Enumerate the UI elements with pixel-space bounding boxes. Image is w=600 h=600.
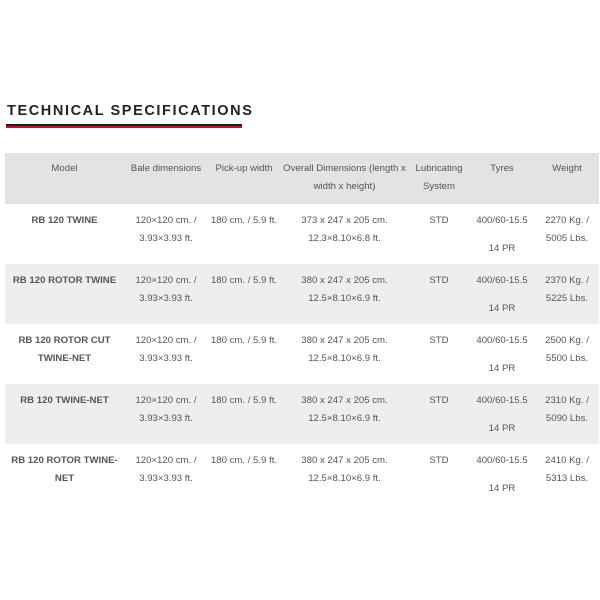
weight-cell: 2500 Kg. / 5500 Lbs. bbox=[545, 335, 589, 364]
model-cell: RB 120 ROTOR CUT TWINE-NET bbox=[18, 335, 111, 364]
overall-dimensions-cell: 380 x 247 x 205 cm. 12.5×8.10×6.9 ft. bbox=[301, 275, 388, 304]
table-row bbox=[5, 204, 599, 264]
lubricating-system-cell: STD bbox=[429, 395, 449, 406]
pickup-width-cell: 180 cm. / 5.9 ft. bbox=[210, 215, 278, 226]
lubricating-system-cell: STD bbox=[429, 335, 449, 346]
model-cell: RB 120 TWINE bbox=[31, 215, 98, 226]
column-header-lubricating-system: Lubricating System bbox=[415, 163, 463, 192]
bale-dimensions-cell: 120×120 cm. / 3.93×3.93 ft. bbox=[135, 335, 197, 364]
overall-dimensions-cell: 380 x 247 x 205 cm. 12.5×8.10×6.9 ft. bbox=[301, 335, 388, 364]
weight-cell: 2410 Kg. / 5313 Lbs. bbox=[545, 455, 589, 484]
model-cell: RB 120 TWINE-NET bbox=[20, 395, 109, 406]
table-row bbox=[5, 264, 599, 324]
tyre-ply-rating: 14 PR bbox=[488, 423, 516, 434]
specifications-table bbox=[5, 153, 599, 504]
tyres-cell bbox=[469, 324, 535, 384]
tyres-cell bbox=[469, 384, 535, 444]
table-row bbox=[5, 384, 599, 444]
overall-dimensions-cell: 373 x 247 x 205 cm. 12.3×8.10×6.8 ft. bbox=[301, 215, 388, 244]
tyre-ply-rating: 14 PR bbox=[488, 363, 516, 374]
tyre-ply-rating: 14 PR bbox=[488, 303, 516, 314]
weight-cell: 2370 Kg. / 5225 Lbs. bbox=[545, 275, 589, 304]
table-row bbox=[5, 444, 599, 504]
tyres-cell bbox=[469, 204, 535, 264]
tyre-size: 400/60-15.5 bbox=[476, 275, 528, 286]
table-row bbox=[5, 324, 599, 384]
tyres-cell bbox=[469, 444, 535, 504]
column-header-model: Model bbox=[51, 163, 78, 174]
bale-dimensions-cell: 120×120 cm. / 3.93×3.93 ft. bbox=[135, 395, 197, 424]
column-header-weight: Weight bbox=[552, 163, 582, 174]
title-underline-accent bbox=[6, 126, 242, 128]
weight-cell: 2310 Kg. / 5090 Lbs. bbox=[545, 395, 589, 424]
pickup-width-cell: 180 cm. / 5.9 ft. bbox=[210, 275, 278, 286]
bale-dimensions-cell: 120×120 cm. / 3.93×3.93 ft. bbox=[135, 455, 197, 484]
tyre-ply-rating: 14 PR bbox=[488, 243, 516, 254]
column-header-tyres: Tyres bbox=[490, 163, 514, 174]
tyre-size: 400/60-15.5 bbox=[476, 215, 528, 226]
pickup-width-cell: 180 cm. / 5.9 ft. bbox=[210, 455, 278, 466]
table-header-row bbox=[5, 153, 599, 204]
model-cell: RB 120 ROTOR TWINE-NET bbox=[11, 455, 118, 484]
lubricating-system-cell: STD bbox=[429, 215, 449, 226]
column-header-bale-dimensions: Bale dimensions bbox=[130, 163, 202, 174]
overall-dimensions-cell: 380 x 247 x 205 cm. 12.5×8.10×6.9 ft. bbox=[301, 455, 388, 484]
section-title: TECHNICAL SPECIFICATIONS bbox=[7, 103, 254, 119]
model-cell: RB 120 ROTOR TWINE bbox=[12, 275, 117, 286]
lubricating-system-cell: STD bbox=[429, 275, 449, 286]
overall-dimensions-cell: 380 x 247 x 205 cm. 12.5×8.10×6.9 ft. bbox=[301, 395, 388, 424]
column-header-overall-dimensions: Overall Dimensions (length x width x height) bbox=[283, 163, 406, 192]
pickup-width-cell: 180 cm. / 5.9 ft. bbox=[210, 335, 278, 346]
pickup-width-cell: 180 cm. / 5.9 ft. bbox=[210, 395, 278, 406]
tyres-cell bbox=[469, 264, 535, 324]
lubricating-system-cell: STD bbox=[429, 455, 449, 466]
weight-cell: 2270 Kg. / 5005 Lbs. bbox=[545, 215, 589, 244]
column-header-pickup-width: Pick-up width bbox=[215, 163, 273, 174]
bale-dimensions-cell: 120×120 cm. / 3.93×3.93 ft. bbox=[135, 275, 197, 304]
tyre-size: 400/60-15.5 bbox=[476, 455, 528, 466]
bale-dimensions-cell: 120×120 cm. / 3.93×3.93 ft. bbox=[135, 215, 197, 244]
tyre-size: 400/60-15.5 bbox=[476, 335, 528, 346]
tyre-size: 400/60-15.5 bbox=[476, 395, 528, 406]
tyre-ply-rating: 14 PR bbox=[488, 483, 516, 494]
